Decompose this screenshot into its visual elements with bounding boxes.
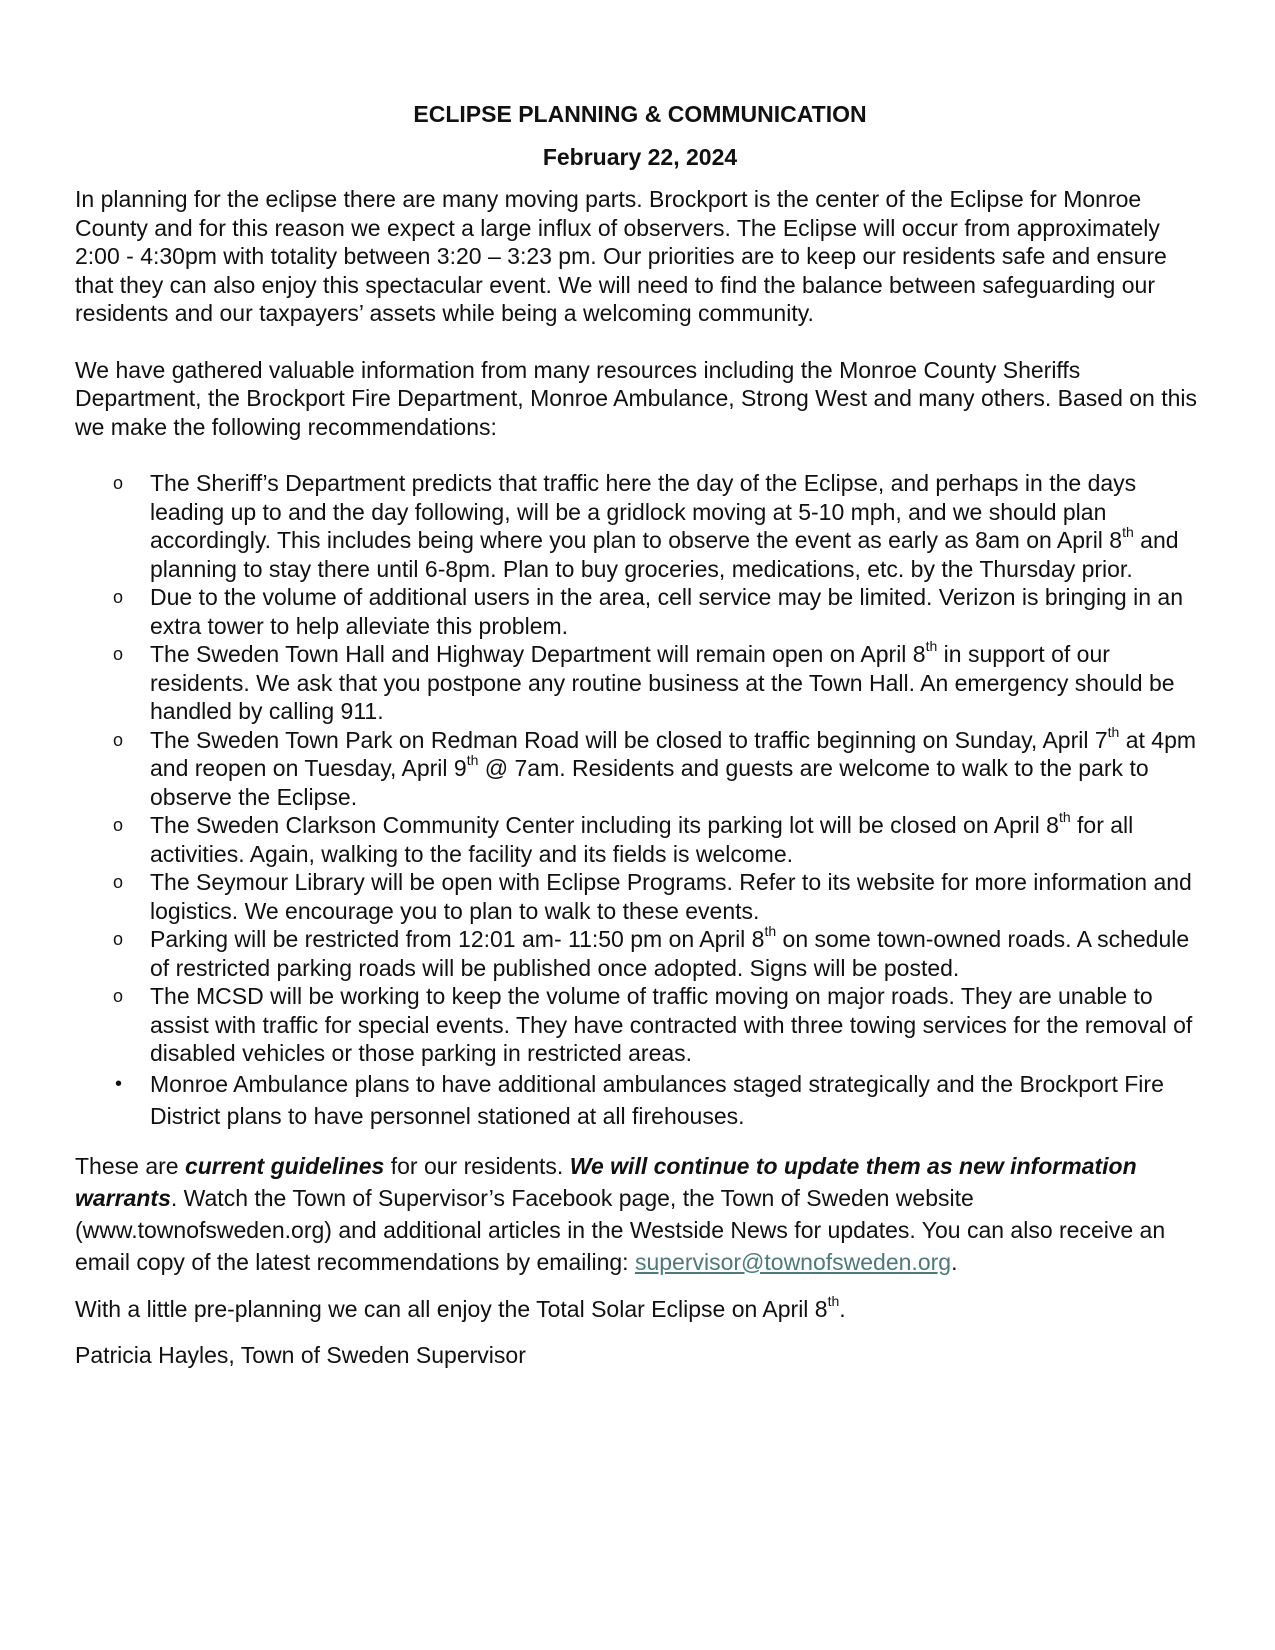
recommendation-text: Due to the volume of additional users in the area, cell service may be limited. Verizon is bringing in an extra tower to help alleviate this problem. [150, 584, 1183, 639]
guidelines-emphasis-update: We will continue to update them as new information warrants [75, 1152, 1137, 1211]
recommendation-text: @ 7am. Residents and guests are welcome to walk to the park to observe the Eclipse. [150, 755, 1149, 810]
recommendation-text: Parking will be restricted from 12:01 am- 11:50 pm on April 8 [150, 926, 765, 952]
supervisor-email-link[interactable]: supervisor@townofsweden.org [634, 1248, 952, 1275]
recommendation-item [75, 811, 1205, 868]
recommendation-text: in support of our residents. We ask that you postpone any routine business at the Town Hall. An emergency should be handled by calling 911. [150, 641, 1175, 724]
hollow-bullet-icon: o [113, 986, 124, 1006]
recommendation-item [75, 469, 1205, 583]
recommendations-list [75, 469, 1205, 1132]
guidelines-text-2: for our residents. [384, 1152, 570, 1179]
guidelines-text-4: . [951, 1248, 958, 1275]
document-date: February 22, 2024 [542, 144, 738, 170]
recommendation-text: Monroe Ambulance plans to have additional ambulances staged strategically and the Brockport Fire District plans to have personnel stationed at all firehouses. [150, 1070, 1164, 1129]
recommendation-item [75, 723, 1205, 812]
ordinal-superscript: th [1122, 524, 1134, 541]
recommendation-item [75, 1068, 1205, 1132]
ordinal-superscript: th [1107, 723, 1120, 740]
ordinal-superscript: th [1058, 809, 1071, 826]
hollow-bullet-icon: o [113, 929, 124, 949]
recommendation-text: The Sheriff’s Department predicts that traffic here the day of the Eclipse, and perhaps in the days leading up to and the day following, will be a gridlock moving at 5-10 mph, and we should plan accordingly. This includes being where you plan to observe the event as early as 8am on April 8 [150, 470, 1137, 553]
recommendation-item [75, 640, 1205, 726]
recommendation-item [75, 925, 1205, 982]
hollow-bullet-icon: o [113, 587, 124, 607]
ordinal-superscript: th [764, 923, 777, 940]
recommendation-text: at 4pm and reopen on Tuesday, April 9 [150, 726, 1197, 781]
recommendation-text: The Sweden Clarkson Community Center including its parking lot will be closed on April 8 [150, 812, 1059, 838]
recommendation-text: The Sweden Town Hall and Highway Department will remain open on April 8 [150, 641, 926, 667]
document-page [75, 100, 1205, 1370]
recommendation-text: for all activities. Again, walking to the facility and its fields is welcome. [150, 812, 1134, 867]
guidelines-text-3: . Watch the Town of Supervisor’s Facebook page, the Town of Sweden website (www.townofsweden.org) and additional articles in the Westside News for updates. You can also receive an email copy of the latest recommendations by emailing: [75, 1184, 1166, 1275]
recommendation-text: The MCSD will be working to keep the volume of traffic moving on major roads. They are unable to assist with traffic for special events. They have contracted with three towing services for the removal of disabled vehicles or those parking in restricted areas. [150, 983, 1193, 1066]
document-title: ECLIPSE PLANNING & COMMUNICATION [413, 101, 867, 127]
closing-text: With a little pre-planning we can all enjoy the Total Solar Eclipse on April 8 [75, 1295, 828, 1322]
recommendation-text: The Sweden Town Park on Redman Road will be closed to traffic beginning on Sunday, April 7 [150, 726, 1108, 753]
resources-paragraph: We have gathered valuable information from many resources including the Monroe County Sheriffs Department, the Brockport Fire Department, Monroe Ambulance, Strong West and many others. Based on this we make the following recommendations: [75, 356, 1198, 440]
closing-paragraph [75, 1294, 1205, 1324]
recommendation-item [75, 583, 1205, 640]
recommendation-text: on some town-owned roads. A schedule of restricted parking roads will be published once adopted. Signs will be posted. [150, 926, 1190, 981]
hollow-bullet-icon: o [113, 644, 124, 664]
recommendation-text: and planning to stay there until 6-8pm. Plan to buy groceries, medications, etc. by the Thursday prior. [150, 527, 1179, 582]
intro-paragraph: In planning for the eclipse there are many moving parts. Brockport is the center of the Eclipse for Monroe County and for this reason we expect a large influx of observers. The Eclipse will occur from approximately 2:00 - 4:30pm with totality between 3:20 – 3:23 pm. Our priorities are to keep our residents safe and ensure that they can also enjoy this spectacular event. We will need to find the balance between safeguarding our residents and our taxpayers’ assets while being a welcoming community. [75, 186, 1167, 326]
hollow-bullet-icon: o [113, 872, 124, 892]
hollow-bullet-icon: o [113, 473, 124, 493]
signature: Patricia Hayles, Town of Sweden Supervisor [75, 1341, 526, 1368]
closing-superscript: th [827, 1292, 840, 1309]
closing-end: . [839, 1295, 846, 1322]
ordinal-superscript: th [466, 752, 479, 769]
hollow-bullet-icon: o [113, 729, 124, 750]
solid-bullet-icon: • [115, 1072, 123, 1095]
recommendation-item [75, 982, 1205, 1068]
guidelines-emphasis-current: current guidelines [184, 1152, 385, 1179]
hollow-bullet-icon: o [113, 815, 124, 835]
ordinal-superscript: th [925, 638, 938, 655]
guidelines-text-1: These are [75, 1152, 185, 1179]
recommendation-text: The Seymour Library will be open with Eclipse Programs. Refer to its website for more information and logistics. We encourage you to plan to walk to these events. [150, 869, 1192, 924]
recommendation-item [75, 868, 1205, 925]
guidelines-paragraph [75, 1150, 1205, 1278]
